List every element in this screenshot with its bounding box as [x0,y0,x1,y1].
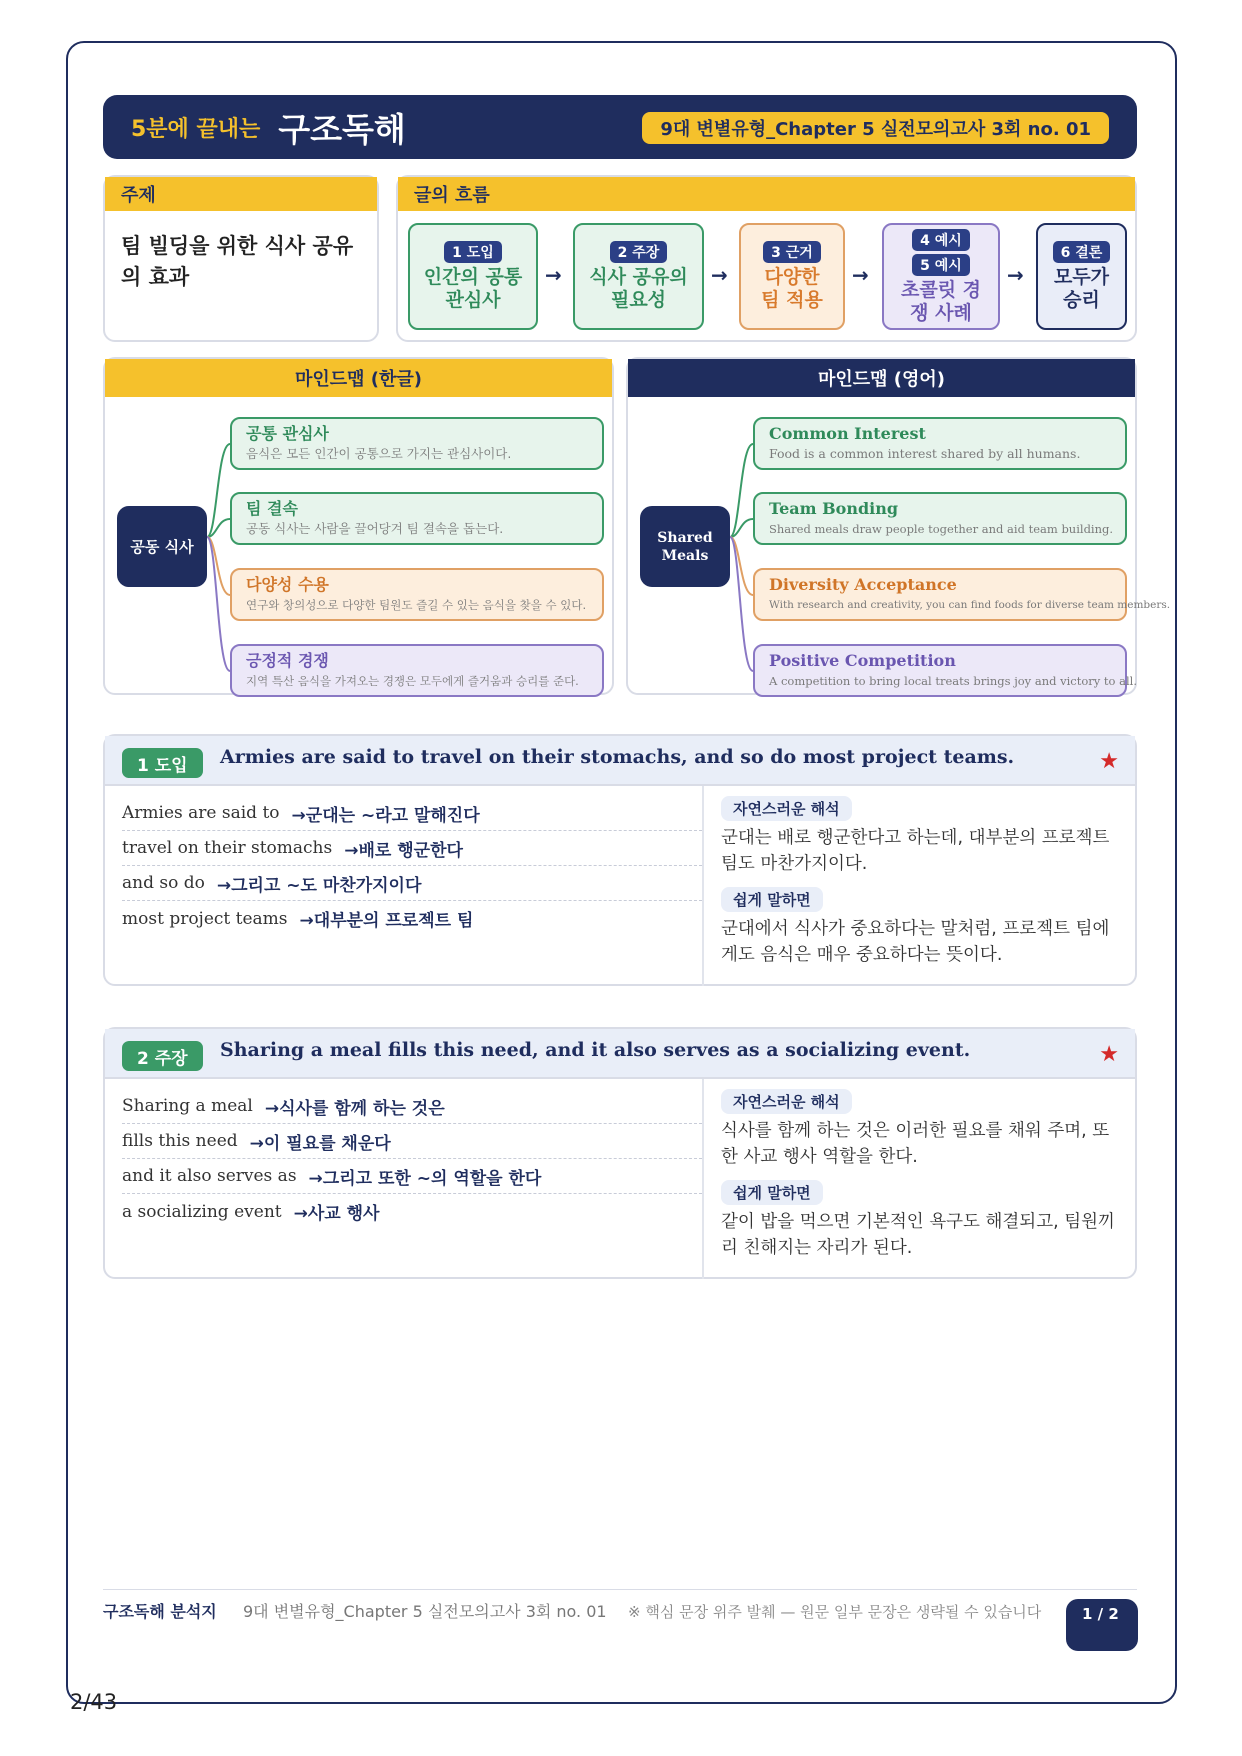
mindmap-english-node [753,568,1171,621]
flow-step-text: 식사 공유의 필요성 [589,266,688,311]
flow-step-3 [739,223,845,330]
chunk-english: fills this need [122,1131,238,1151]
header-title: 구조독해 [278,109,406,149]
flow-step-text: 모두가 승리 [1053,266,1110,311]
star-icon: ★ [1099,749,1119,774]
chunk-english: most project teams [122,908,288,929]
footer-doc-type: 구조독해 분석지 [103,1602,217,1621]
flow-step-tag: 6 결론 [1053,241,1111,263]
section-body [105,1079,1135,1279]
section-sentence: Armies are said to travel on their stomachs, and so do most project teams. [220,746,1015,768]
header-badge: 9대 변별유형_Chapter 5 실전모의고사 3회 no. 01 [642,112,1109,144]
flow-step-text: 인간의 공통 관심사 [423,266,523,311]
chunk-row [122,901,702,936]
chunk-korean: →대부분의 프로젝트 팀 [299,911,474,931]
chunk-korean: →군대는 ~라고 말해진다 [291,805,480,826]
chunk-korean: →이 필요를 채운다 [249,1133,391,1154]
topic-text: 팀 빌딩을 위한 식사 공유의 효과 [121,234,354,289]
chunk-english: travel on their stomachs [122,838,333,858]
chunk-korean: →사교 행사 [293,1204,380,1224]
mindmap-korean-root: 공동 식사 [117,506,207,587]
node-title: Team Bonding [769,499,899,518]
node-desc: 공동 식사는 사람을 끌어당겨 팀 결속을 돕는다. [246,521,504,536]
mindmap-korean-node [230,568,604,621]
flow-card [396,175,1137,342]
mindmap-english-card [626,357,1171,695]
chunk-row [122,1194,702,1229]
footer-note: ※ 핵심 문장 위주 발췌 — 원문 일부 문장은 생략될 수 있습니다 [628,1603,1042,1621]
chunk-korean: →식사를 함께 하는 것은 [264,1098,445,1119]
chunk-row [122,1089,702,1124]
easy-label: 쉽게 말하면 [721,1180,823,1205]
page-number: 2/43 [70,1690,118,1714]
header-kicker: 5분에 끝내는 [131,116,261,142]
flow-step-tag: 1 도입 [444,241,502,263]
flow-label: 글의 흐름 [398,177,1135,211]
node-title: Common Interest [769,424,926,443]
flow-step-tag: 2 주장 [610,241,668,263]
flow-step-text: 초콜릿 경쟁 사례 [900,278,982,324]
mindmap-english-node [753,492,1127,545]
flow-step-tag: 3 근거 [763,241,821,263]
section-divider [702,1079,704,1279]
section-sentence: Sharing a meal fills this need, and it also serves as a socializing event. [220,1039,971,1061]
node-title: Positive Competition [769,651,956,670]
natural-translation: 식사를 함께 하는 것은 이러한 필요를 채워 주며, 또한 사교 행사 역할을 한다. [721,1121,1110,1167]
flow-arrow: → [545,263,562,287]
chunk-row [122,796,702,831]
flow-arrow: → [852,263,869,287]
chunk-row [122,1124,702,1159]
chunk-list [122,796,702,936]
chunk-english: and so do [122,873,205,893]
chunk-korean: →그리고 ~도 마찬가지이다 [216,875,422,896]
easy-explanation: 같이 밥을 먹으면 기본적인 욕구도 해결되고, 팀원끼리 친해지는 자리가 된다. [721,1212,1115,1258]
page-header [103,95,1137,159]
mindmap-english-node [753,417,1127,470]
flow-arrow: → [1007,263,1024,287]
flow-step-text: 다양한 팀 적용 [761,266,823,311]
interpretation-panel [721,1089,1121,1271]
node-title: 공통 관심사 [246,424,329,443]
chunk-korean: →그리고 또한 ~의 역할을 한다 [308,1168,542,1189]
flow-step-5 [1036,223,1127,330]
chunk-english: Armies are said to [122,803,280,823]
section-divider [702,786,704,986]
section-tag: 2 주장 [122,1041,203,1071]
node-desc: With research and creativity, you can find foods for diverse team members. [769,599,1171,611]
mindmap-korean-node [230,417,604,470]
flow-step-tag: 4 예시 [912,229,970,251]
chunk-row [122,1159,702,1194]
flow-arrow: → [711,263,728,287]
flow-step-2 [573,223,704,330]
natural-translation: 군대는 배로 행군한다고 하는데, 대부분의 프로젝트 팀도 마찬가지이다. [721,828,1110,874]
mindmap-korean-card [103,357,614,695]
mindmap-korean-title: 마인드맵 (한글) [105,359,612,397]
node-title: 긍정적 경쟁 [246,651,329,670]
chunk-english: and it also serves as [122,1166,297,1186]
natural-label: 자연스러운 해석 [721,796,852,821]
easy-explanation: 군대에서 식사가 중요하다는 말처럼, 프로젝트 팀에게도 음식은 매우 중요하다는 뜻이다. [721,919,1110,965]
chunk-row [122,831,702,866]
chunk-english: a socializing event [122,1201,282,1222]
star-icon: ★ [1099,1042,1119,1067]
chunk-list [122,1089,702,1229]
mindmap-korean-node [230,644,604,697]
section-body [105,786,1135,986]
sentence-section-2 [103,1027,1137,1279]
mindmap-english-root: Shared Meals [640,506,730,587]
chunk-english: Sharing a meal [122,1096,253,1116]
section-header [105,736,1135,786]
footer-source: 9대 변별유형_Chapter 5 실전모의고사 3회 no. 01 [243,1602,607,1621]
easy-label: 쉽게 말하면 [721,887,823,912]
chunk-korean: →배로 행군한다 [344,840,463,861]
mindmap-korean-node [230,492,604,545]
topic-label: 주제 [105,177,377,211]
interpretation-panel [721,796,1121,978]
node-desc: 연구와 창의성으로 다양한 팀원도 즐길 수 있는 음식을 찾을 수 있다. [246,598,587,612]
mindmap-english-node [753,644,1137,697]
node-title: 다양성 수용 [246,575,329,594]
sentence-section-1 [103,734,1137,986]
flow-step-1 [408,223,538,330]
node-desc: Shared meals draw people together and aid team building. [769,522,1114,536]
section-tag: 1 도입 [122,748,203,778]
chunk-row [122,866,702,901]
footer-divider [103,1589,1137,1590]
node-desc: 음식은 모든 인간이 공통으로 가지는 관심사이다. [246,446,512,461]
node-desc: A competition to bring local treats brings joy and victory to all. [769,674,1137,688]
node-title: 팀 결속 [246,499,298,518]
node-desc: Food is a common interest shared by all humans. [769,446,1081,461]
flow-step-4 [882,223,1000,330]
topic-card [103,175,379,342]
node-desc: 지역 특산 음식을 가져오는 경쟁은 모두에게 즐거움과 승리를 준다. [246,674,579,688]
section-header [105,1029,1135,1079]
footer-page-badge: 1 / 2 [1066,1599,1138,1651]
node-title: Diversity Acceptance [769,575,957,594]
flow-steps [398,211,1135,331]
flow-step-tag-2: 5 예시 [912,254,970,276]
natural-label: 자연스러운 해석 [721,1089,852,1114]
mindmap-english-title: 마인드맵 (영어) [628,359,1135,397]
